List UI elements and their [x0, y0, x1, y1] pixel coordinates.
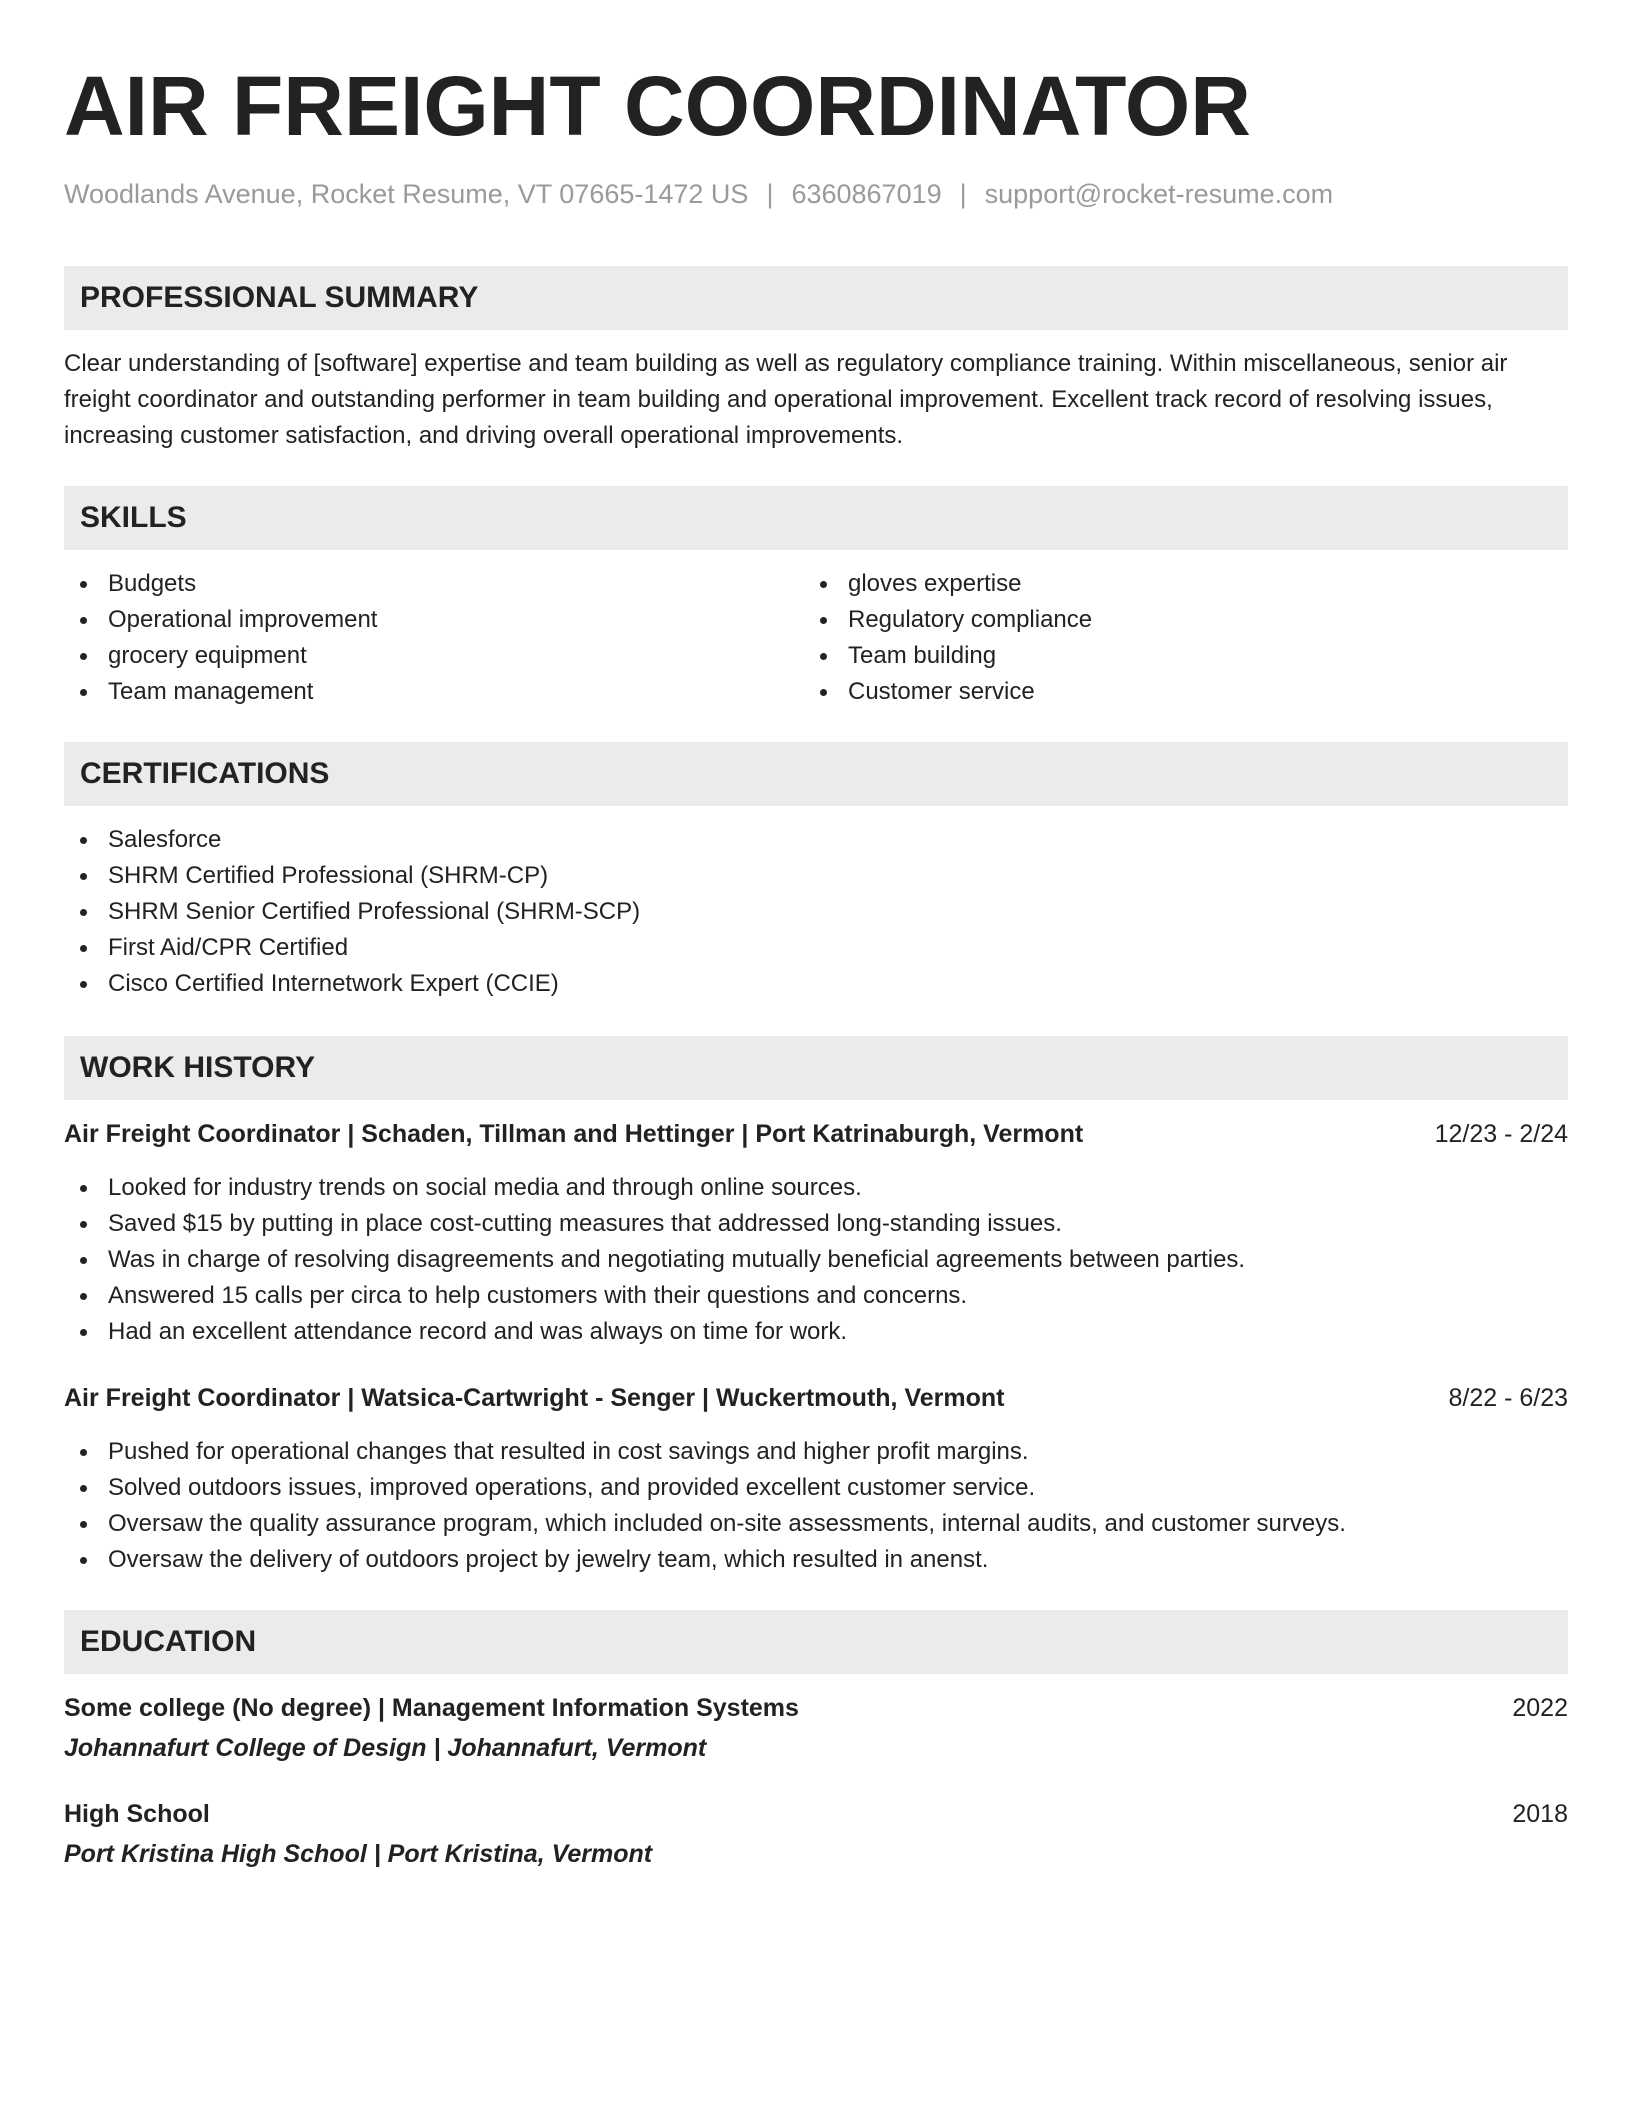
certification-item: SHRM Certified Professional (SHRM-CP) [64, 858, 1568, 894]
summary-text: Clear understanding of [software] expertise and team building as well as regulatory compliance training. Within miscellaneous, senior air freight coordinator and outstanding performer in team building and operational improvement. Excellent track record of resolving issues, increasing customer satisfaction, and driving overall operational improvements. [64, 350, 1508, 449]
certifications-heading: CERTIFICATIONS [64, 742, 1568, 806]
skill-item: gloves expertise [804, 566, 1544, 602]
contact-separator: | [766, 179, 774, 209]
job-entry [64, 1116, 1568, 1350]
education-entry [64, 1690, 1568, 1766]
work-history-heading: WORK HISTORY [64, 1036, 1568, 1100]
skill-item: Regulatory compliance [804, 602, 1544, 638]
education-heading: EDUCATION [64, 1610, 1568, 1674]
certification-item: SHRM Senior Certified Professional (SHRM-SCP) [64, 894, 1568, 930]
job-bullet: Solved outdoors issues, improved operations, and provided excellent customer service. [64, 1470, 1568, 1506]
skills-grid [64, 566, 1568, 710]
certification-item: Salesforce [64, 822, 1568, 858]
job-bullets [64, 1170, 1568, 1350]
job-bullet: Saved $15 by putting in place cost-cutting measures that addressed long-standing issues. [64, 1206, 1568, 1242]
contact-email: support@rocket-resume.com [984, 179, 1334, 209]
education-school: Johannafurt College of Design | Johannafurt, Vermont [64, 1734, 707, 1762]
education-header [64, 1690, 1568, 1726]
education-header [64, 1796, 1568, 1832]
certifications-list [64, 822, 1568, 1002]
skills-section [64, 486, 1568, 710]
job-header [64, 1380, 1568, 1416]
work-history-section [64, 1036, 1568, 1578]
education-degree: Some college (No degree) | Management Information Systems [64, 1694, 799, 1722]
education-year: 2018 [1512, 1800, 1568, 1828]
job-bullet: Had an excellent attendance record and was always on time for work. [64, 1314, 1568, 1350]
skills-heading: SKILLS [64, 486, 1568, 550]
skill-item: Budgets [64, 566, 804, 602]
contact-address: Woodlands Avenue, Rocket Resume, VT 07665-1472 US [64, 179, 749, 209]
job-title: Air Freight Coordinator | Schaden, Tillman and Hettinger | Port Katrinaburgh, Vermont [64, 1120, 1084, 1148]
skills-list-left [64, 566, 804, 710]
job-bullet: Answered 15 calls per circa to help customers with their questions and concerns. [64, 1278, 1568, 1314]
contact-phone: 6360867019 [791, 179, 942, 209]
education-section [64, 1610, 1568, 1872]
certifications-section [64, 742, 1568, 1002]
job-bullet: Was in charge of resolving disagreements and negotiating mutually beneficial agreements between parties. [64, 1242, 1568, 1278]
skill-item: Team management [64, 674, 804, 710]
skill-item: grocery equipment [64, 638, 804, 674]
certification-item: Cisco Certified Internetwork Expert (CCIE) [64, 966, 1568, 1002]
summary-section [64, 266, 1568, 454]
skill-item: Team building [804, 638, 1544, 674]
skill-item: Operational improvement [64, 602, 804, 638]
education-school: Port Kristina High School | Port Kristina, Vermont [64, 1840, 653, 1868]
job-bullet: Looked for industry trends on social media and through online sources. [64, 1170, 1568, 1206]
job-bullet: Pushed for operational changes that resulted in cost savings and higher profit margins. [64, 1434, 1568, 1470]
summary-heading: PROFESSIONAL SUMMARY [64, 266, 1568, 330]
job-header [64, 1116, 1568, 1152]
job-bullet: Oversaw the quality assurance program, which included on-site assessments, internal audits, and customer surveys. [64, 1506, 1568, 1542]
contact-line [64, 174, 1568, 214]
contact-separator: | [959, 179, 967, 209]
job-bullets [64, 1434, 1568, 1578]
resume-title: AIR FREIGHT COORDINATOR [64, 59, 1251, 153]
job-title: Air Freight Coordinator | Watsica-Cartwright - Senger | Wuckertmouth, Vermont [64, 1384, 1005, 1412]
education-degree: High School [64, 1800, 210, 1828]
job-entry [64, 1380, 1568, 1578]
job-dates: 8/22 - 6/23 [1448, 1384, 1568, 1412]
education-year: 2022 [1512, 1694, 1568, 1722]
skill-item: Customer service [804, 674, 1544, 710]
job-dates: 12/23 - 2/24 [1434, 1120, 1568, 1148]
education-entry [64, 1796, 1568, 1872]
job-bullet: Oversaw the delivery of outdoors project by jewelry team, which resulted in anenst. [64, 1542, 1568, 1578]
certification-item: First Aid/CPR Certified [64, 930, 1568, 966]
skills-list-right [804, 566, 1544, 710]
